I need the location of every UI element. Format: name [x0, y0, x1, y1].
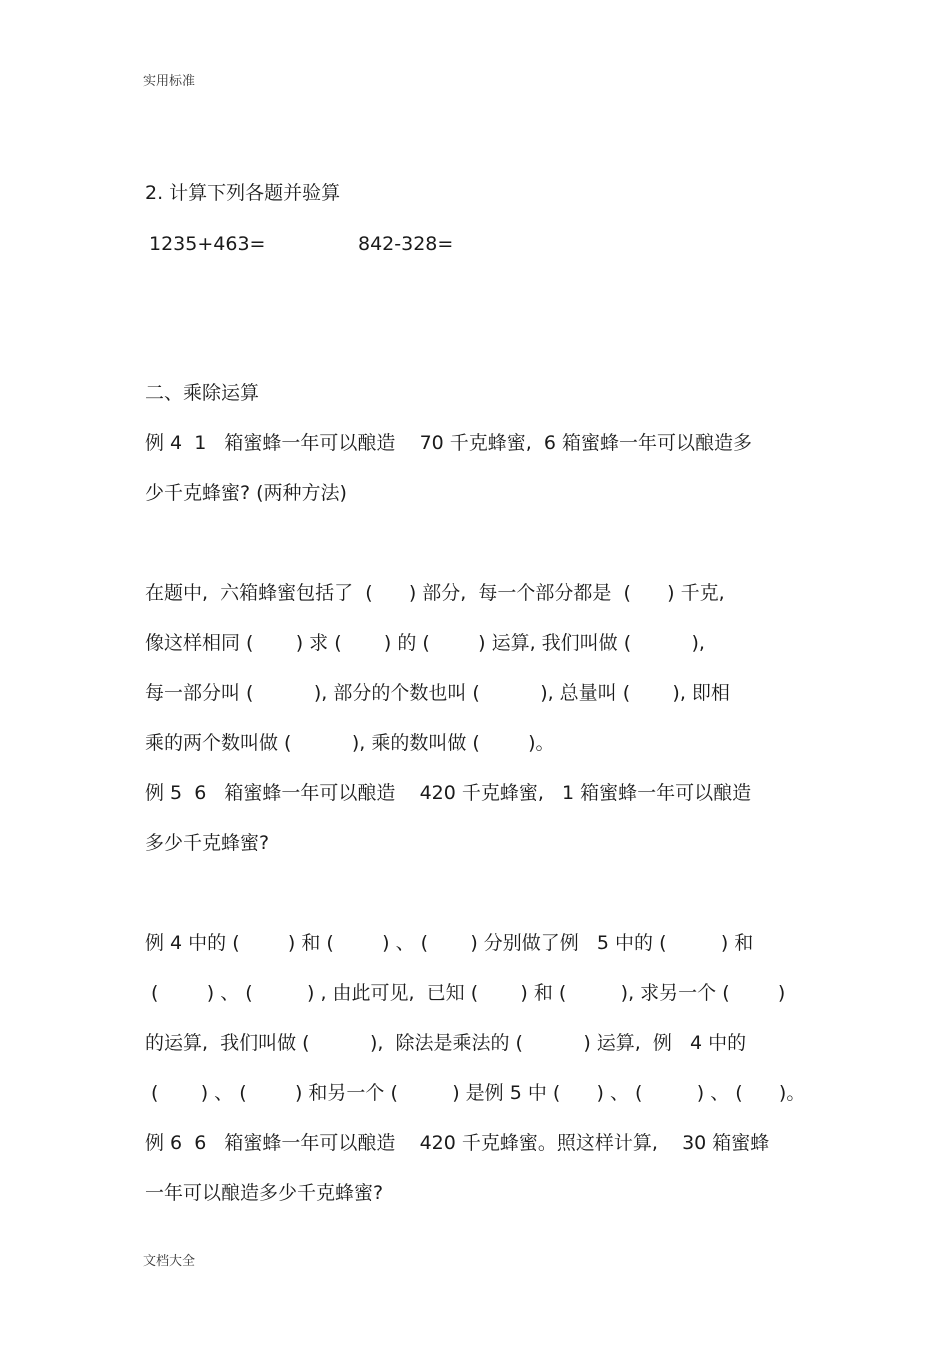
fill-blank-line-3: 每一部分叫 ( ), 部分的个数也叫 ( ), 总量叫 ( ), 即相: [145, 682, 730, 704]
division-blank-line-2: ( ) 、 ( ) , 由此可见, 已知 ( ) 和 ( ), 求另一个 ( ): [145, 982, 786, 1004]
expression-subtraction: 842-328=: [358, 233, 454, 255]
example-5-line-2: 多少千克蜂蜜?: [145, 832, 270, 854]
example-4-line-2: 少千克蜂蜜? (两种方法): [145, 482, 347, 504]
fill-blank-line-1: 在题中, 六箱蜂蜜包括了 ( ) 部分, 每一个部分都是 ( ) 千克,: [145, 582, 725, 604]
section-2-title: 2. 计算下列各题并验算: [145, 182, 341, 204]
division-blank-line-1: 例 4 中的 ( ) 和 ( ) 、 ( ) 分别做了例 5 中的 ( ) 和: [145, 932, 754, 954]
example-4-line-1: 例 4 1 箱蜜蜂一年可以酿造 70 千克蜂蜜, 6 箱蜜蜂一年可以酿造多: [145, 432, 753, 454]
section-heading-multiplication-division: 二、乘除运算: [145, 382, 260, 404]
division-blank-line-3: 的运算, 我们叫做 ( ), 除法是乘法的 ( ) 运算, 例 4 中的: [145, 1032, 747, 1054]
example-6-line-1: 例 6 6 箱蜜蜂一年可以酿造 420 千克蜂蜜。照这样计算, 30 箱蜜蜂: [145, 1132, 770, 1154]
division-blank-line-4: ( ) 、 ( ) 和另一个 ( ) 是例 5 中 ( ) 、 ( ) 、 ( )。: [145, 1082, 806, 1104]
fill-blank-line-2: 像这样相同 ( ) 求 ( ) 的 ( ) 运算, 我们叫做 ( ),: [145, 632, 705, 654]
page-footer: 文档大全: [143, 1254, 196, 1269]
example-5-line-1: 例 5 6 箱蜜蜂一年可以酿造 420 千克蜂蜜, 1 箱蜜蜂一年可以酿造: [145, 782, 752, 804]
fill-blank-line-4: 乘的两个数叫做 ( ), 乘的数叫做 ( )。: [145, 732, 555, 754]
page-header: 实用标准: [143, 74, 196, 89]
example-6-line-2: 一年可以酿造多少千克蜂蜜?: [145, 1182, 384, 1204]
expression-addition: 1235+463=: [149, 233, 266, 255]
